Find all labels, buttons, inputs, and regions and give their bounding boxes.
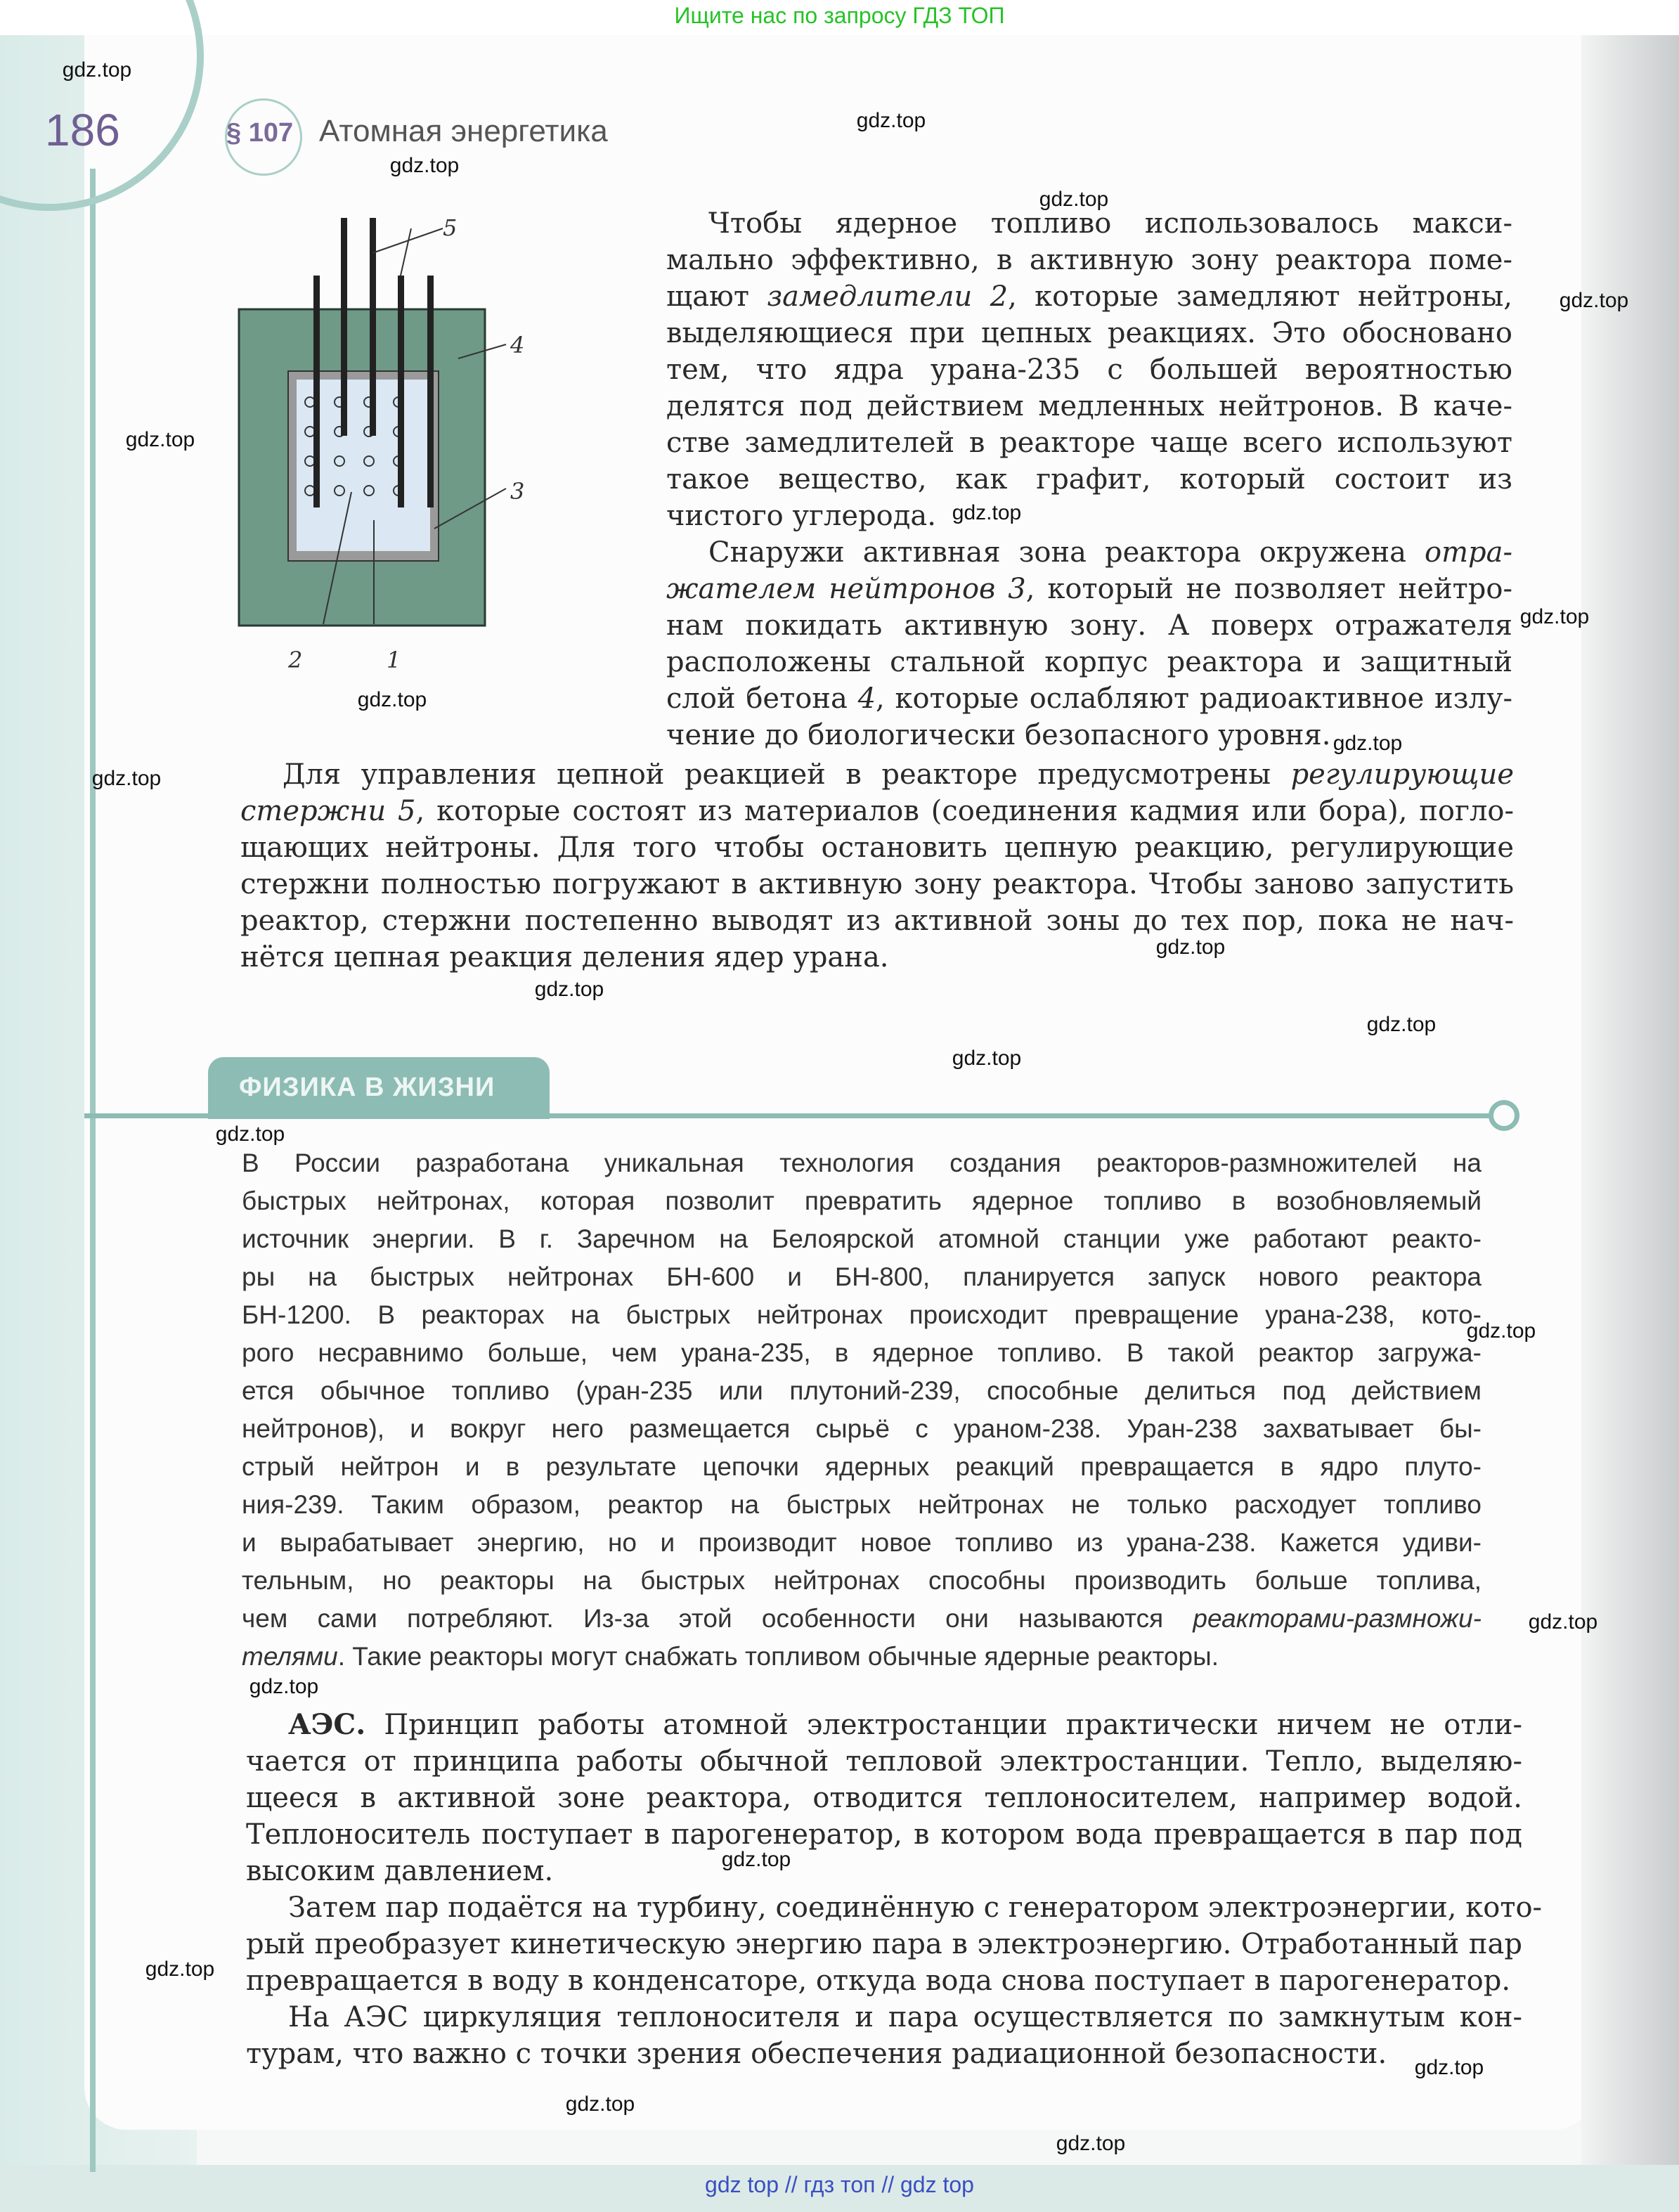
text-segment: рого несравнимо больше, чем урана-235, в ядерное топливо. В такой реактор загружа- — [242, 1338, 1482, 1367]
page-fold-shadow — [1581, 35, 1679, 2212]
text-segment: 4 — [857, 683, 876, 715]
watermark: gdz.top — [1333, 732, 1403, 755]
npp-text — [246, 1707, 1543, 2072]
text-segment: чистого углерода. — [666, 500, 936, 532]
fuel-element — [305, 486, 315, 496]
fuel-element — [364, 486, 374, 496]
text-segment: тельным, но реакторы на быстрых нейтронах способны производить больше топлива, — [242, 1566, 1482, 1595]
text-segment: регулирующие — [1290, 758, 1514, 791]
text-segment: . Такие реакторы могут снабжать топливом обычные ядерные реакторы. — [337, 1642, 1219, 1671]
text-segment: высоким давлением. — [246, 1855, 554, 1887]
watermark: gdz.top — [856, 109, 926, 132]
text-segment: жателем нейтронов 3 — [666, 573, 1026, 605]
text-line — [242, 1486, 1482, 1524]
text-segment: щающих нейтроны. Для того чтобы остановить цепную реакцию, регулирующие — [240, 832, 1514, 864]
text-segment: щают — [666, 280, 767, 313]
text-line — [246, 1816, 1522, 1853]
text-line — [246, 1889, 1543, 1926]
text-segment: реакторами-размножи- — [1193, 1604, 1482, 1633]
text-line — [666, 388, 1512, 425]
label-5: 5 — [443, 214, 458, 241]
watermark: gdz.top — [1414, 2056, 1484, 2079]
text-line — [240, 793, 1514, 829]
text-line — [242, 1524, 1482, 1562]
text-segment: и вырабатывает энергию, но и производит новое топливо из урана-238. Кажется удиви- — [242, 1528, 1482, 1557]
text-segment: нейтронов), и вокруг него размещается сырьё с ураном-238. Уран-238 захватывает бы- — [242, 1414, 1482, 1443]
text-line — [242, 1144, 1482, 1182]
text-line — [666, 425, 1512, 461]
text-line — [666, 242, 1512, 278]
text-segment: нётся цепная реакция деления ядер урана. — [240, 941, 889, 974]
watermark: gdz.top — [1528, 1610, 1598, 1634]
section-number: § 107 — [226, 118, 294, 148]
text-segment: , который не позволяет нейтро- — [1025, 573, 1512, 605]
text-line — [242, 1410, 1482, 1448]
text-segment: стве замедлителей в реакторе чаще всего используют — [666, 427, 1512, 459]
footer-links[interactable]: gdz top // гдз топ // gdz top — [705, 2172, 974, 2197]
text-segment: Чтобы ядерное топливо использовалось макси- — [708, 207, 1512, 240]
text-segment: ния-239. Таким образом, реактор на быстрых нейтронах не только расходует топливо — [242, 1490, 1482, 1519]
search-banner[interactable]: Ищите нас по запросу ГДЗ ТОП — [674, 3, 1005, 28]
watermark: gdz.top — [62, 58, 132, 82]
text-line — [242, 1182, 1482, 1220]
text-segment: ется обычное топливо (уран-235 или плутоний-239, способные делиться под действием — [242, 1376, 1482, 1405]
watermark: gdz.top — [1466, 1319, 1536, 1343]
text-line — [246, 1999, 1522, 2036]
label-4: 4 — [510, 332, 525, 358]
text-segment: На АЭС циркуляция теплоносителя и пара осуществляется по замкнутым кон- — [288, 2001, 1522, 2033]
watermark: gdz.top — [534, 978, 604, 1001]
text-segment: чается от принципа работы обычной тепловой электростанции. Тепло, выделяю- — [246, 1745, 1522, 1778]
text-segment: расположены стальной корпус реактора и защитный — [666, 646, 1512, 678]
text-line — [240, 866, 1514, 903]
text-segment: щееся в активной зоне реактора, отводится теплоносителем, например водой. — [246, 1782, 1522, 1814]
watermark: gdz.top — [249, 1675, 319, 1698]
text-segment: источник энергии. В г. Заречном на Белоярской атомной станции уже работают реакто- — [242, 1224, 1482, 1253]
fuel-element — [305, 397, 315, 407]
intro-text — [666, 205, 1512, 753]
text-line — [242, 1448, 1482, 1486]
text-line — [242, 1334, 1482, 1372]
page-number: 186 — [45, 105, 120, 155]
text-segment: ры на быстрых нейтронах БН-600 и БН-800, планируется запуск нового реактора — [242, 1262, 1482, 1291]
text-line — [246, 1926, 1522, 1962]
text-line — [666, 315, 1512, 351]
text-line — [666, 351, 1512, 388]
watermark: gdz.top — [215, 1123, 285, 1146]
text-segment: Для управления цепной реакцией в реакторе предусмотрены — [283, 758, 1291, 791]
watermark: gdz.top — [145, 1958, 215, 1981]
text-segment: БН-1200. В реакторах на быстрых нейтронах происходит превращение урана-238, кото- — [242, 1300, 1482, 1329]
text-segment: телями — [242, 1642, 338, 1671]
text-segment: слой бетона — [666, 683, 858, 715]
text-segment: , которые состоят из материалов (соединения кадмия или бора), погло- — [415, 795, 1514, 827]
text-line — [242, 1220, 1482, 1258]
fuel-element — [305, 427, 315, 436]
text-line — [242, 1296, 1482, 1334]
text-segment: мально эффективно, в активную зону реактора поме- — [666, 244, 1512, 276]
text-line — [666, 607, 1512, 644]
physics-in-life-tab — [208, 1057, 550, 1119]
watermark: gdz.top — [1366, 1013, 1437, 1036]
physics-in-life-text — [242, 1144, 1482, 1676]
text-line — [240, 829, 1514, 866]
text-segment: рый преобразует кинетическую энергию пара в электроэнергию. Отработанный пар — [246, 1928, 1522, 1960]
text-line — [242, 1638, 1482, 1676]
watermark: gdz.top — [1155, 936, 1226, 959]
label-3: 3 — [510, 478, 525, 505]
text-line — [666, 278, 1512, 315]
text-segment: такое вещество, как графит, который состоит из — [666, 463, 1512, 496]
text-line — [666, 644, 1512, 680]
watermark: gdz.top — [952, 501, 1022, 524]
text-segment: замедлители 2 — [767, 280, 1009, 313]
watermark: gdz.top — [1519, 605, 1590, 628]
reactor-diagram — [211, 204, 633, 696]
text-segment: нам покидать активную зону. А поверх отражателя — [666, 609, 1512, 642]
fuel-element — [364, 456, 374, 466]
margin-line — [90, 169, 96, 2172]
watermark: gdz.top — [721, 1848, 791, 1871]
watermark: gdz.top — [565, 2093, 635, 2116]
text-line — [666, 461, 1512, 498]
watermark: gdz.top — [357, 688, 427, 711]
text-line — [242, 1258, 1482, 1296]
watermark: gdz.top — [1039, 188, 1109, 211]
text-line — [246, 1743, 1522, 1780]
text-line — [242, 1562, 1482, 1600]
text-segment: Теплоноситель поступает в парогенератор, в котором вода превращается в пар под — [246, 1818, 1522, 1851]
text-segment: Принцип работы атомной электростанции практически ничем не отли- — [365, 1709, 1522, 1741]
watermark: gdz.top — [389, 154, 460, 177]
text-line — [666, 680, 1512, 717]
control-rods-text — [240, 756, 1514, 976]
text-segment: В России разработана уникальная технология создания реакторов-размножителей на — [242, 1149, 1482, 1177]
text-line — [246, 1962, 1522, 1999]
text-line — [242, 1372, 1482, 1410]
label-2: 2 — [288, 647, 303, 673]
text-segment: стрый нейтрон и в результате цепочки ядерных реакций превращается в ядро плуто- — [242, 1452, 1482, 1481]
text-line — [242, 1600, 1482, 1638]
text-line — [246, 1780, 1522, 1816]
text-line — [240, 756, 1514, 793]
page-title: Атомная энергетика — [319, 114, 608, 148]
fuel-element — [305, 456, 315, 466]
text-segment: превращается в воду в конденсаторе, откуда вода снова поступает в парогенератор. — [246, 1965, 1511, 1997]
section-divider — [84, 1113, 1504, 1118]
text-segment: , которые ослабляют радиоактивное излу- — [876, 683, 1512, 715]
text-segment: Снаружи активная зона реактора окружена — [708, 536, 1425, 569]
text-line — [246, 1853, 1522, 1889]
fuel-element — [335, 486, 344, 496]
text-segment: выделяющиеся при цепных реакциях. Это обосновано — [666, 317, 1512, 349]
watermark: gdz.top — [125, 428, 195, 451]
text-line — [246, 1707, 1522, 1743]
label-1: 1 — [387, 647, 401, 673]
text-segment: отра- — [1425, 536, 1512, 569]
text-line — [240, 903, 1514, 939]
text-segment: турам, что важно с точки зрения обеспечения радиационной безопасности. — [246, 2038, 1387, 2070]
text-line — [666, 498, 1512, 534]
text-line — [246, 2036, 1522, 2072]
watermark: gdz.top — [1559, 289, 1629, 312]
watermark: gdz.top — [1056, 2132, 1126, 2155]
text-line — [666, 571, 1512, 607]
text-line — [666, 534, 1512, 571]
text-segment: стержни 5 — [240, 795, 416, 827]
text-segment: АЭС. — [288, 1708, 366, 1741]
watermark: gdz.top — [91, 767, 162, 790]
text-segment: стержни полностью погружают в активную зону реактора. Чтобы заново запустить — [240, 868, 1514, 900]
physics-in-life-label: ФИЗИКА В ЖИЗНИ — [239, 1073, 495, 1102]
text-segment: чение до биологически безопасного уровня. — [666, 719, 1331, 751]
fuel-element — [335, 456, 344, 466]
text-segment: , которые замедляют нейтроны, — [1008, 280, 1513, 313]
text-segment: тем, что ядра урана-235 с большей вероятностью — [666, 354, 1512, 386]
text-segment: Затем пар подаётся на турбину, соединённую с генератором электроэнергии, кото- — [288, 1891, 1543, 1924]
divider-end-circle — [1489, 1100, 1519, 1131]
text-segment: быстрых нейтронах, которая позволит превратить ядерное топливо в возобновляемый — [242, 1186, 1482, 1215]
text-line — [240, 939, 1514, 976]
watermark: gdz.top — [952, 1047, 1022, 1070]
text-segment: реактор, стержни постепенно выводят из активной зоны до тех пор, пока не нач- — [240, 905, 1514, 937]
text-segment: чем сами потребляют. Из-за этой особенности они называются — [242, 1604, 1193, 1633]
text-segment: делятся под действием медленных нейтронов. В каче- — [666, 390, 1512, 422]
